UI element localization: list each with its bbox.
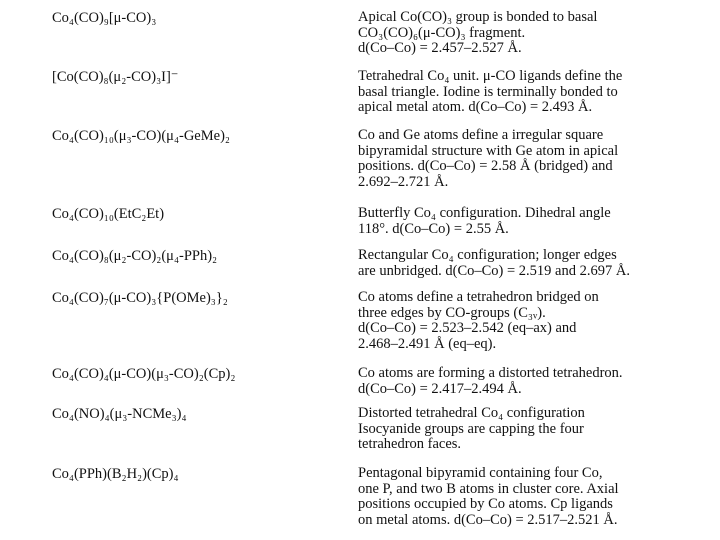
formula-cell: Co₄(CO)₈(μ₂-CO)₂(μ₄-PPh)₂ [52,248,218,264]
description-cell [358,69,698,116]
formula-cell: Co₄(CO)₇(μ-CO)₃{P(OMe)₃}₂ [52,290,228,306]
description-cell [358,128,698,190]
description-line: apical metal atom. d(Co–Co) = 2.493 Å. [358,99,593,115]
description-line: basal triangle. Iodine is terminally bonded to [358,83,618,100]
description-cell [358,466,698,528]
description-cell [358,290,698,352]
description-line: positions. d(Co–Co) = 2.58 Å (bridged) and [358,158,613,174]
description-line: 118°. d(Co–Co) = 2.55 Å. [358,220,509,237]
description-cell [358,10,698,57]
description-line: Co and Ge atoms define a irregular square [358,127,604,143]
description-cell [358,366,698,397]
description-line: 2.468–2.491 Å (eq–eq). [358,335,497,352]
description-line: Distorted tetrahedral Co₄ configuration [358,405,585,421]
description-line: d(Co–Co) = 2.523–2.542 (eq–ax) and [358,320,577,336]
description-line: d(Co–Co) = 2.457–2.527 Å. [358,40,522,56]
description-line: Butterfly Co₄ configuration. Dihedral angle [358,205,611,221]
formula-cell: Co₄(CO)₁₀(μ₃-CO)(μ₄-GeMe)₂ [52,128,230,144]
description-line: 2.692–2.721 Å. [358,173,449,190]
description-line: are unbridged. d(Co–Co) = 2.519 and 2.697 Å. [358,262,630,279]
formula-cell: Co₄(CO)₉[μ-CO)₃ [52,10,157,26]
description-line: Pentagonal bipyramid containing four Co, [358,465,603,481]
description-line: bipyramidal structure with Ge atom in apical [358,142,619,159]
description-line: Tetrahedral Co₄ unit. μ-CO ligands define the [358,68,623,84]
description-line: Rectangular Co₄ configuration; longer edges [358,247,617,263]
description-line: d(Co–Co) = 2.417–2.494 Å. [358,380,522,397]
formula-cell: Co₄(CO)₁₀(EtC₂Et) [52,206,165,222]
formula-cell: Co₄(PPh)(B₂H₂)(Cp)₄ [52,466,179,482]
description-cell [358,406,698,453]
description-line: positions occupied by Co atoms. Cp ligands [358,496,613,512]
description-line: on metal atoms. d(Co–Co) = 2.517–2.521 Å. [358,511,618,528]
description-line: Co atoms define a tetrahedron bridged on [358,289,599,305]
description-cell [358,248,698,279]
formula-cell: Co₄(NO)₄(μ₃-NCMe₃)₄ [52,406,187,422]
description-line: three edges by CO-groups (C₃ᵥ). [358,304,546,321]
description-line: tetrahedron faces. [358,436,462,452]
formula-cell: [Co(CO)₈(μ₂-CO)₃I]⁻ [52,69,179,85]
description-line: Apical Co(CO)₃ group is bonded to basal [358,9,598,25]
description-cell [358,206,698,237]
formula-cell: Co₄(CO)₄(μ-CO)(μ₃-CO)₂(Cp)₂ [52,366,236,382]
description-line: Isocyanide groups are capping the four [358,420,584,437]
description-line: one P, and two B atoms in cluster core. Axial [358,480,619,497]
description-line: Co atoms are forming a distorted tetrahedron. [358,365,623,381]
description-line: CO₃(CO)₆(μ-CO)₃ fragment. [358,24,526,41]
